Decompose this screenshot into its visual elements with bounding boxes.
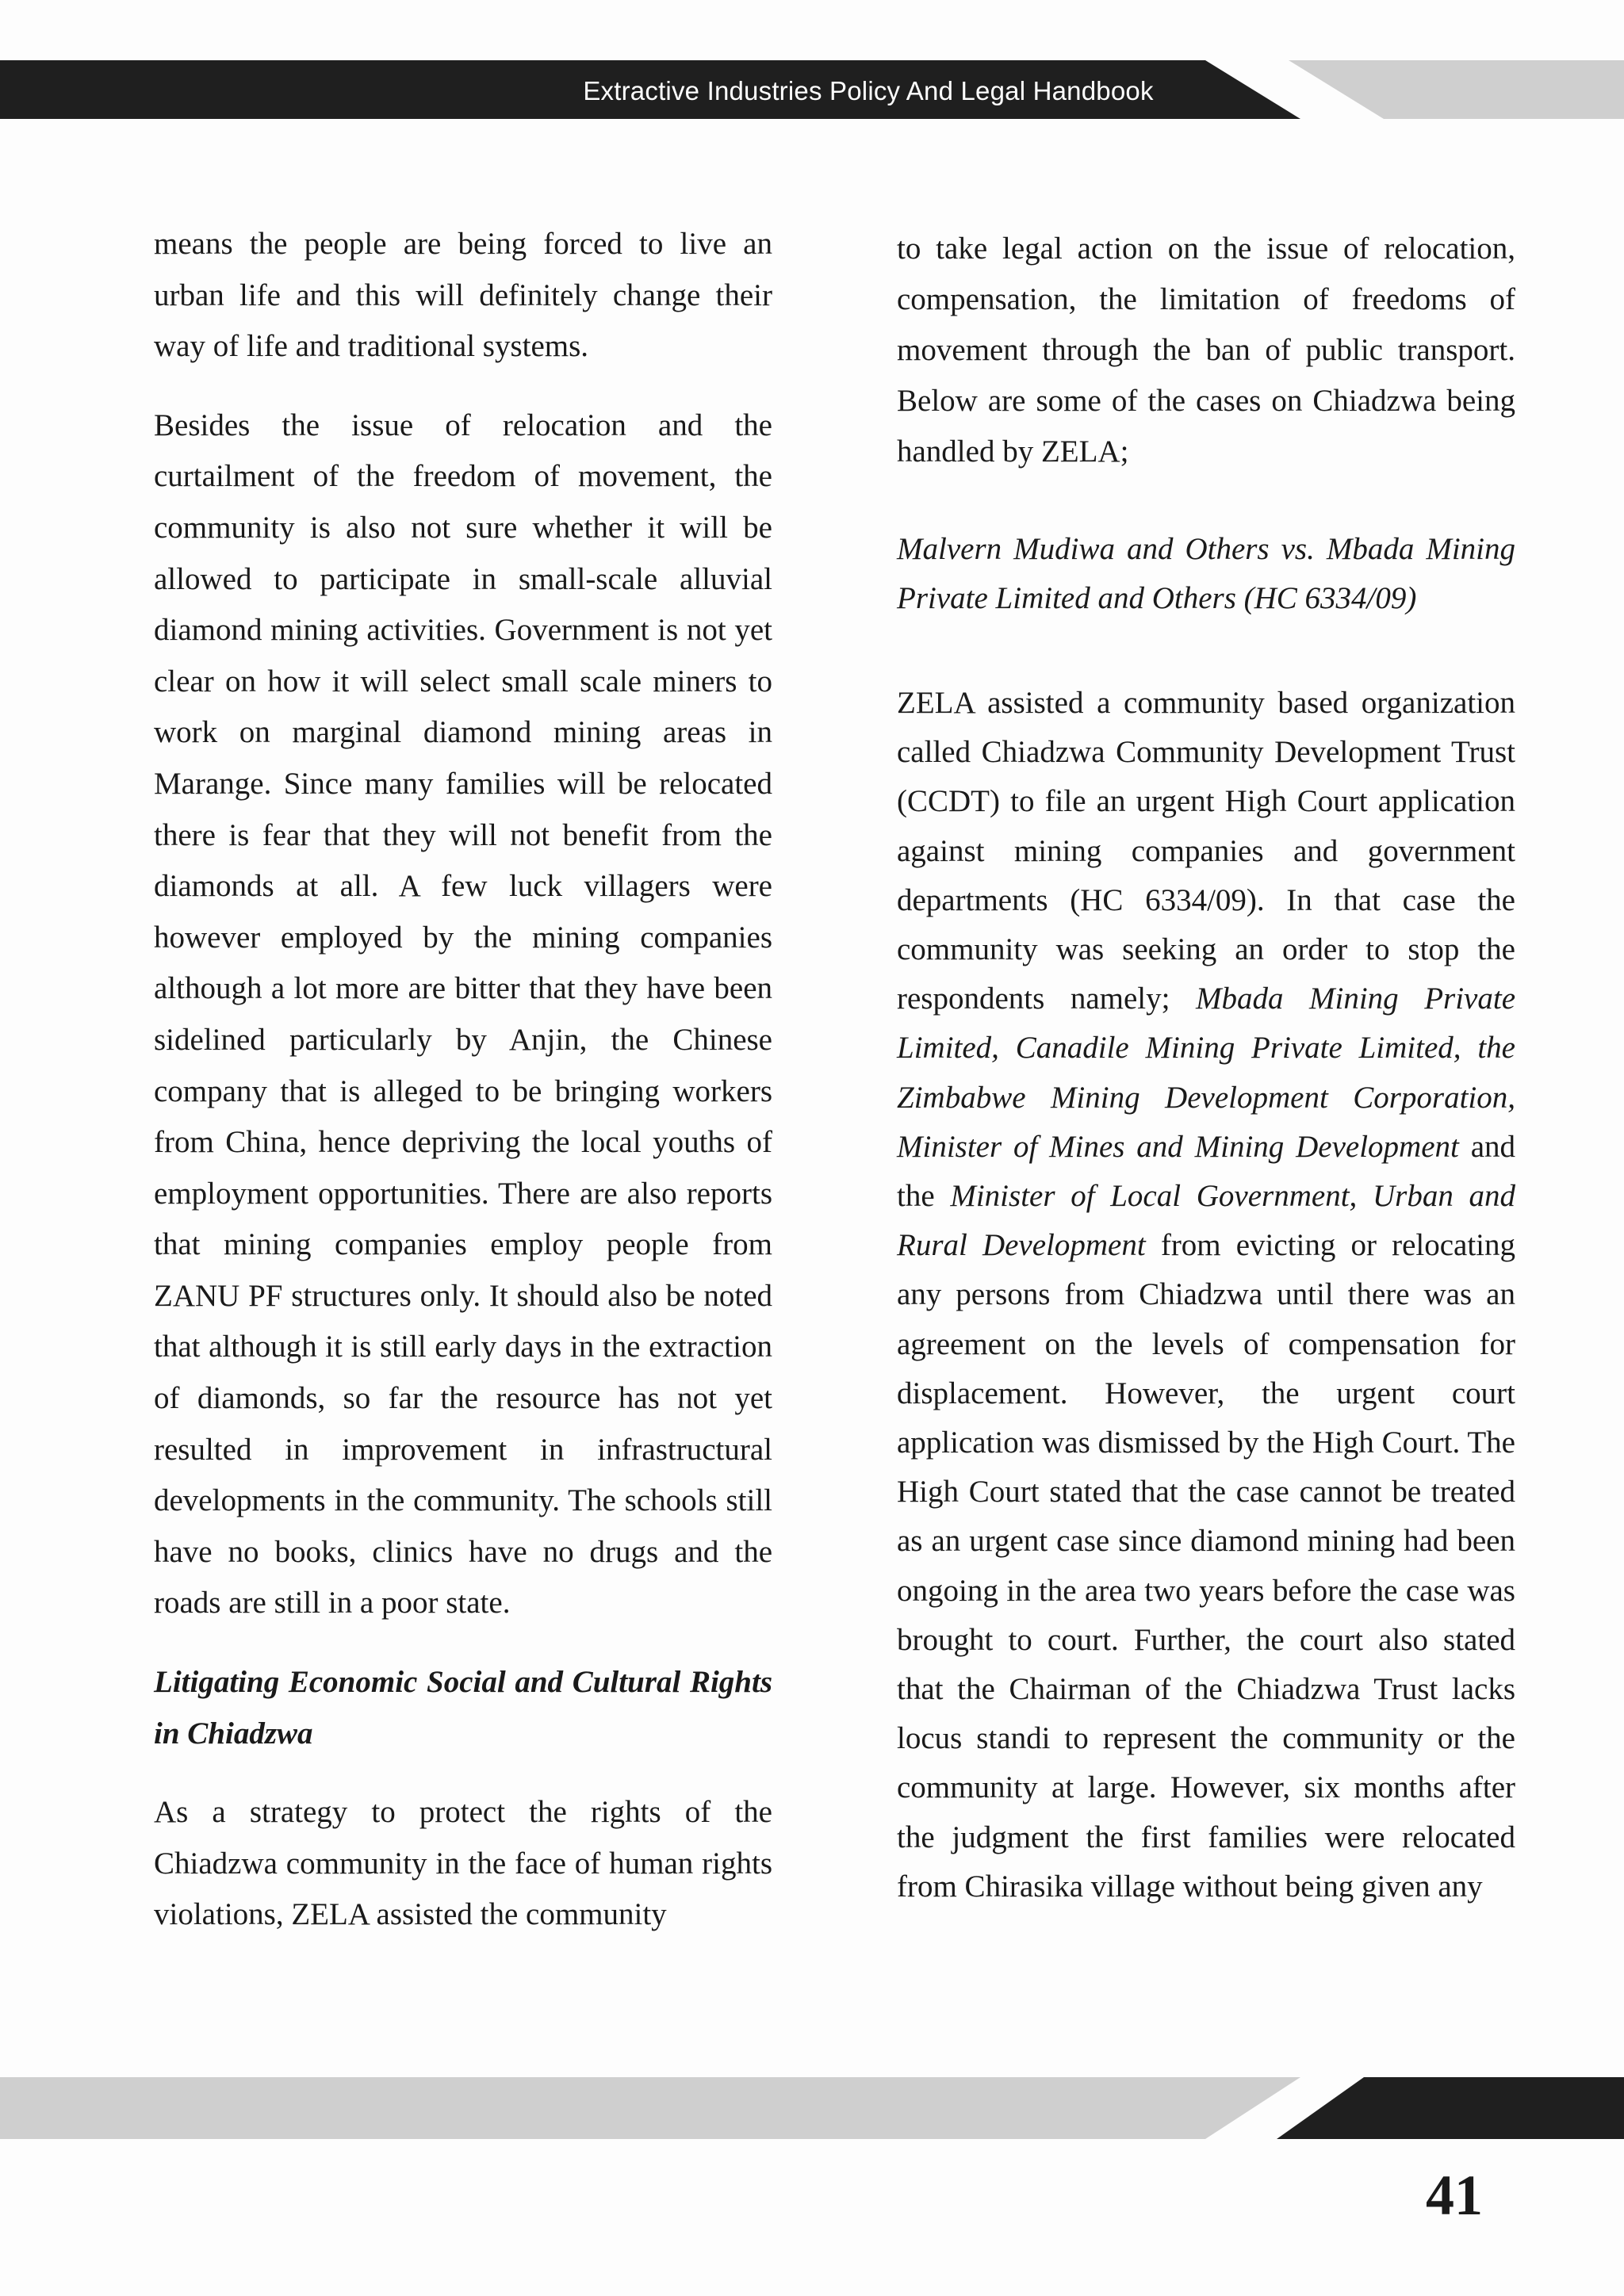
- left-paragraph-1: means the people are being forced to live an urban life and this will definitely change their way of life and traditional systems.: [154, 227, 772, 364]
- section-heading: Litigating Economic Social and Cultural Rights in Chiadzwa: [154, 1665, 772, 1751]
- right-paragraph-1: to take legal action on the issue of relocation, compensation, the limitation of freedoms of movement through the ban of public transport. Below are some of the cases on Chiadzwa being handled by ZELA;: [897, 232, 1515, 469]
- case-body-connector: and the: [897, 1129, 1516, 1214]
- header-grey-bar: [1289, 60, 1624, 119]
- case-title: Malvern Mudiwa and Others vs. Mbada Mining Private Limited and Others (HC 6334/09): [897, 532, 1515, 615]
- footer-band: [0, 2077, 1624, 2141]
- case-body-end: from evicting or relocating any persons from Chiadzwa until there was an agreement on the levels of compensation for displacement. However, the urgent court application was dismissed by the High Court. The High Court stated that the case cannot be treated as an urgent case since diamond mining had been ongoing in the area two years before the case was brought to court. Further, the court also stated that the Chairman of the Chiadzwa Trust lacks locus standi to represent the community or the community at large. However, six months after the judgment the first families were relocated from Chirasika village without being given any: [897, 1228, 1516, 1904]
- right-paragraph-2: [897, 679, 1515, 1911]
- case-body-start: ZELA assisted a community based organization called Chiadzwa Community Development Trust (CCDT) to file an urgent High Court application against mining companies and government departments (HC 6334/09). In that case the community was seeking an order to stop the respondents namely;: [897, 686, 1515, 1016]
- minister-local-government: Minister of Local Government, Urban and Rural Development: [897, 1179, 1516, 1263]
- left-paragraph-2: Besides the issue of relocation and the curtailment of the freedom of movement, the community is also not sure whether it will be allowed to participate in small-scale alluvial diamond mining activities. Government is not yet clear on how it will select small scale miners to work on marginal diamond mining areas in Marange. Since many families will be relocated there is fear that they will not benefit from the diamonds at all. A few luck villagers were however employed by the mining companies although a lot more are bitter that they have been sidelined particularly by Anjin, the Chinese company that is alleged to be bringing workers from China, hence depriving the local youths of employment opportunities. There are also reports that mining companies employ people from ZANU PF structures only. It should also be noted that although it is still early days in the extraction of diamonds, so far the resource has not yet resulted in improvement in infrastructural developments in the community. The schools still have no books, clinics have no drugs and the roads are still in a poor state.: [154, 408, 772, 1621]
- footer-grey-bar: [0, 2077, 1300, 2139]
- left-column: [154, 219, 772, 1969]
- right-column: [897, 224, 1515, 1939]
- running-header-title: Extractive Industries Policy And Legal Handbook: [583, 76, 1154, 105]
- footer-band-shapes: [0, 2077, 1624, 2141]
- respondents-list: Mbada Mining Private Limited, Canadile Mining Private Limited, the Zimbabwe Mining Development Corporation, Minister of Mines and Mining Development: [897, 982, 1515, 1164]
- left-paragraph-3: As a strategy to protect the rights of the Chiadzwa community in the face of human rights violations, ZELA assisted the community: [154, 1795, 772, 1932]
- page-number: 41: [1426, 2164, 1483, 2227]
- footer-dark-bar: [1277, 2077, 1624, 2139]
